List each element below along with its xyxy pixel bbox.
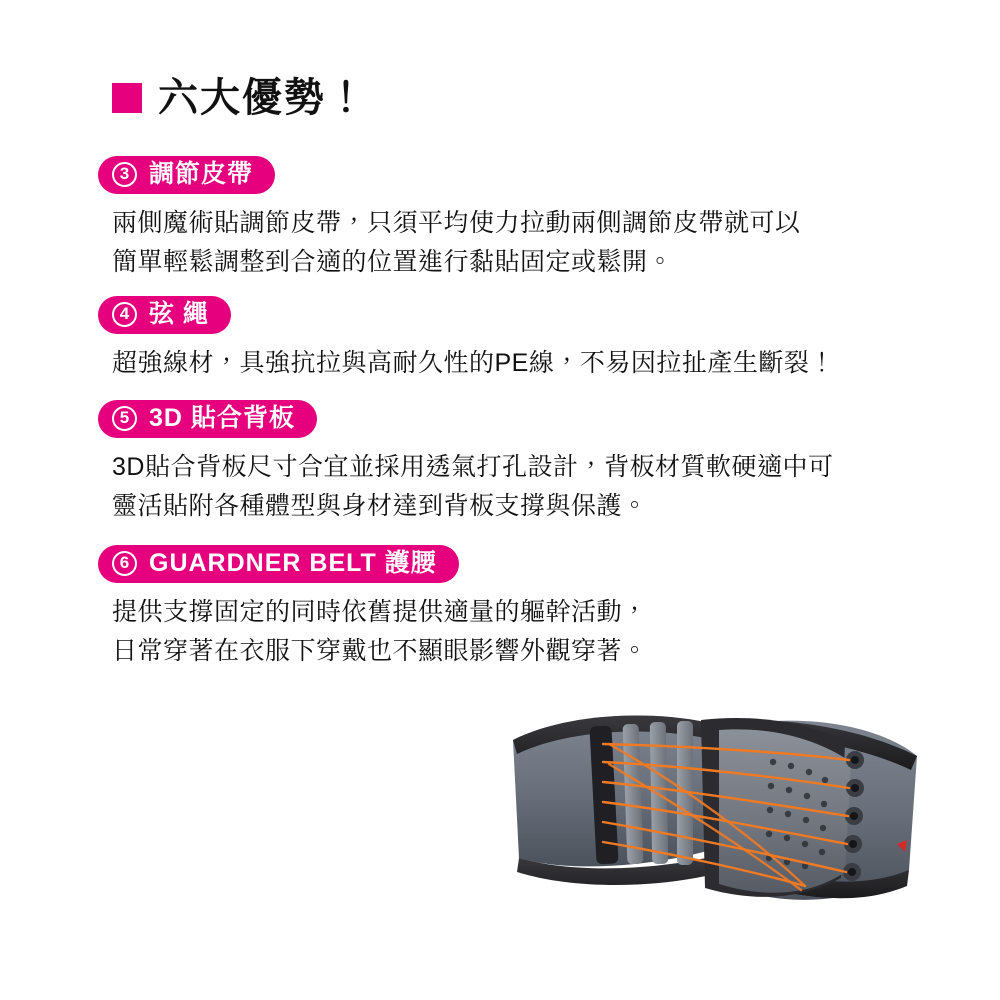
feature-body-3-line-1: 兩側魔術貼調節皮帶，只須平均使力拉動兩側調節皮帶就可以 bbox=[112, 209, 801, 237]
feature-body-4-line-1: 超強線材，具強抗拉與高耐久性的PE線，不易因拉扯產生斷裂！ bbox=[112, 349, 835, 377]
feature-body-5 bbox=[112, 448, 918, 526]
feature-body-4 bbox=[112, 344, 918, 383]
feature-section-3 bbox=[98, 156, 918, 282]
feature-section-4 bbox=[98, 296, 918, 383]
feature-body-5-line-1: 3D貼合背板尺寸合宜並採用透氣打孔設計，背板材質軟硬適中可 bbox=[112, 453, 834, 481]
feature-label-6: GUARDNER BELT 護腰 bbox=[149, 548, 437, 577]
feature-badge-3 bbox=[98, 156, 275, 194]
feature-body-5-line-2: 靈活貼附各種體型與身材達到背板支撐與保護。 bbox=[112, 491, 648, 520]
feature-number-6: 6 bbox=[112, 551, 137, 576]
feature-body-3 bbox=[112, 204, 918, 282]
filled-square-icon bbox=[112, 83, 142, 113]
feature-badge-5 bbox=[98, 400, 317, 438]
product-image bbox=[505, 700, 925, 930]
feature-badge-6 bbox=[98, 545, 459, 583]
feature-section-6 bbox=[98, 545, 918, 671]
feature-body-6-line-1: 提供支撐固定的同時依舊提供適量的軀幹活動， bbox=[112, 598, 648, 626]
feature-number-3: 3 bbox=[112, 162, 137, 187]
feature-badge-4 bbox=[98, 296, 231, 334]
page-title-text: 六大優勢！ bbox=[158, 76, 368, 120]
feature-number-5: 5 bbox=[112, 406, 137, 431]
feature-body-6-line-2: 日常穿著在衣服下穿戴也不顯眼影響外觀穿著。 bbox=[112, 636, 648, 665]
feature-number-4: 4 bbox=[112, 302, 137, 327]
feature-body-3-line-2: 簡單輕鬆調整到合適的位置進行黏貼固定或鬆開。 bbox=[112, 247, 674, 276]
feature-section-5 bbox=[98, 400, 918, 526]
feature-body-6 bbox=[112, 593, 918, 671]
page-title bbox=[112, 78, 368, 118]
feature-label-3: 調節皮帶 bbox=[149, 159, 254, 188]
feature-label-5: 3D 貼合背板 bbox=[149, 403, 295, 432]
feature-label-4: 弦 繩 bbox=[149, 299, 209, 328]
